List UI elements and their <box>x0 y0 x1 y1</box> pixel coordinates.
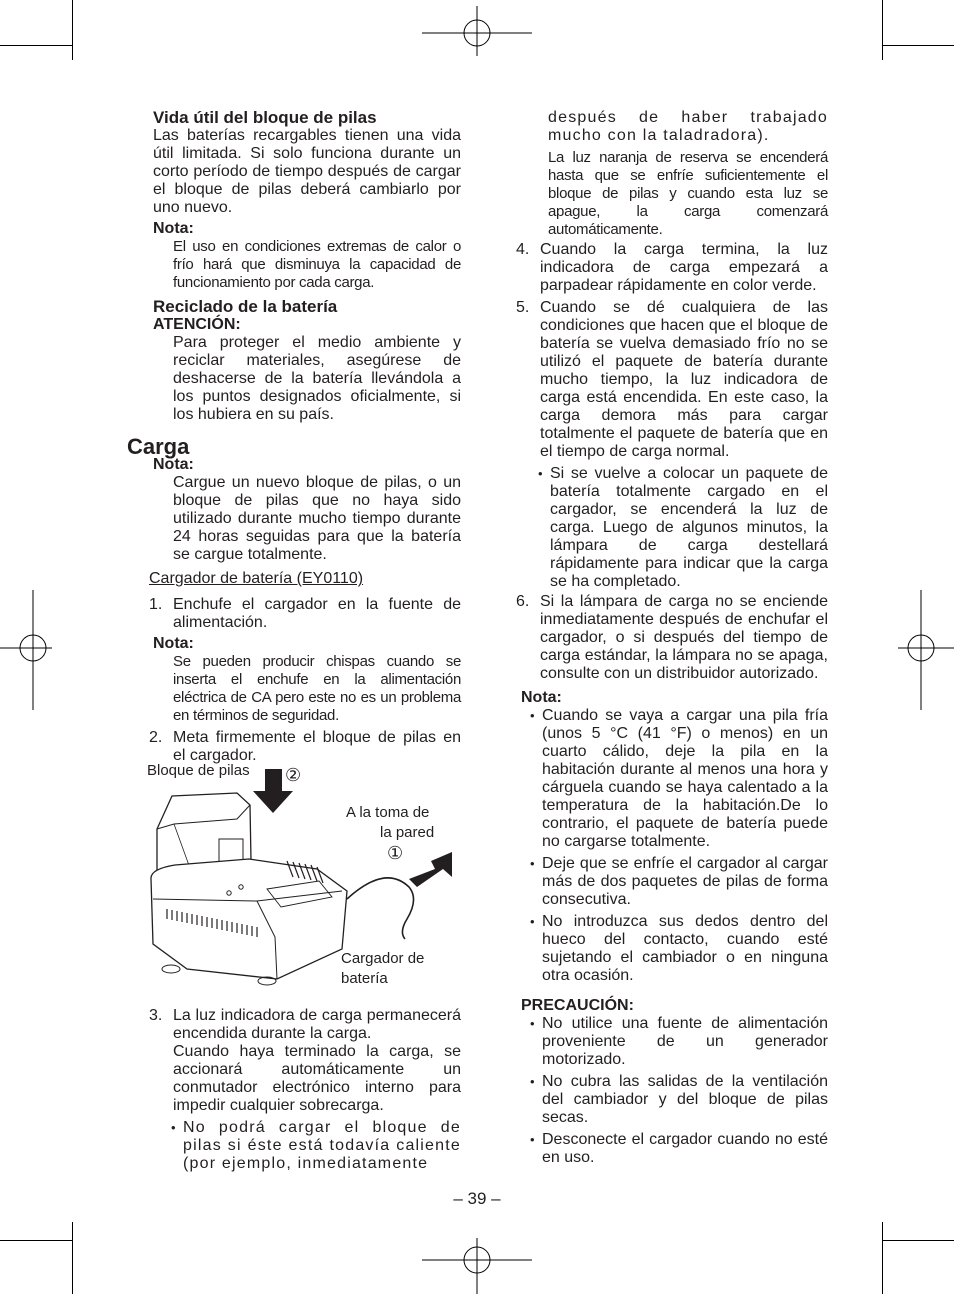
bullet-item: • Deje que se enfríe el cargador al cargar más de dos paquetes de pilas de forma consecutiva. <box>530 855 828 909</box>
step-number: 3. <box>149 1007 163 1024</box>
precaucion-label: PRECAUCIÓN: <box>521 997 634 1014</box>
step-number: 5. <box>516 299 530 316</box>
nota-label: Nota: <box>521 689 562 706</box>
label-number-1: ① <box>387 843 404 863</box>
registration-mark-bottom <box>422 1238 532 1294</box>
step-text: Si la lámpara de carga no se enciende inmediatamente después de enchufar el cargador, o si después del tiempo de carga estándar, la lámpara no se apaga, consulte con un distribuidor autorizado. <box>540 593 828 682</box>
right-column <box>516 109 828 1167</box>
label-toma: A la toma de <box>346 804 430 821</box>
atencion-label: ATENCIÓN: <box>153 316 241 333</box>
section-heading-carga: Carga <box>127 434 190 459</box>
step-2 <box>149 729 461 765</box>
label-bateria: batería <box>341 970 388 987</box>
step-text: Cuando se dé cualquiera de las condiciones que hacen que el bloque de batería se vuelva demasiado frío no se utilizó el paquete de batería durante mucho tiempo, la luz indicadora de carga está encendida. En este caso, la carga demora más para cargar totalmente el paquete de batería que en el tiempo de carga normal. <box>540 299 828 460</box>
nota-label: Nota: <box>153 456 194 473</box>
crop-mark <box>882 1240 954 1241</box>
crop-mark <box>882 1222 883 1294</box>
step-number: 6. <box>516 593 530 610</box>
step-number: 2. <box>149 729 163 746</box>
step-text: Enchufe el cargador en la fuente de alimentación. <box>173 596 461 631</box>
step-3-text-cont: Cuando haya terminado la carga, se accionará automáticamente un conmutador electrónico interno para impedir cualquier sobrecarga. <box>173 1043 461 1114</box>
registration-mark-right <box>898 590 954 710</box>
registration-mark-left <box>0 590 52 710</box>
crop-mark <box>882 0 883 60</box>
nota-text: Cargue un nuevo bloque de pilas, o un bloque de pilas que no haya sido utilizado durante mucho tiempo durante 24 horas seguidas para que la batería se cargue totalmente. <box>173 474 461 563</box>
bullet-item: • Cuando se vaya a cargar una pila fría (unos 5 °C (41 °F) o menos) en un cuarto cálido, deje la pila en la habitación durante al menos una hora y cárguela cuando se haya calentado a la temperatura de la habitación.De lo contrario, el paquete de batería puede no cargarse totalmente. <box>530 707 828 851</box>
bullet-item: • No podrá cargar el bloque de pilas si éste está todavía caliente (por ejemplo, inmediatamente <box>171 1119 461 1173</box>
step-text: Meta firmemente el bloque de pilas en el cargador. <box>173 729 461 764</box>
crop-mark <box>0 45 72 46</box>
crop-mark <box>72 1222 73 1294</box>
page-number: – 39 – <box>453 1189 501 1208</box>
step-3 <box>149 1007 461 1043</box>
crop-mark <box>72 0 73 60</box>
nota-label: Nota: <box>153 635 194 652</box>
nota-label: Nota: <box>153 220 194 237</box>
bullet-continuation: después de haber trabajado mucho con la taladradora). <box>548 109 828 144</box>
label-bloque-de-pilas: Bloque de pilas <box>147 762 250 779</box>
cargador-model-heading: Cargador de batería (EY0110) <box>149 570 364 587</box>
bullet-item: • Desconecte el cargador cuando no esté en uso. <box>530 1131 828 1167</box>
bullet-item: • No cubra las salidas de la ventilación del cambiador y del bloque de pilas secas. <box>530 1073 828 1127</box>
step-number: 1. <box>149 596 163 613</box>
step-6 <box>516 593 828 683</box>
charger-illustration <box>147 762 461 1001</box>
section-title-reciclado: Reciclado de la batería <box>153 297 338 316</box>
label-pared: la pared <box>380 824 435 841</box>
step-text: Cuando la carga termina, la luz indicadora de carga empezará a parpadear rápidamente en color verde. <box>540 241 828 294</box>
crop-mark <box>0 1240 72 1241</box>
nota-text: Se pueden producir chispas cuando se inserta el enchufe en la alimentación eléctrica de CA pero este no es un problema en términos de seguridad. <box>173 653 461 724</box>
luz-naranja-paragraph: La luz naranja de reserva se encenderá hasta que se enfríe suficientemente el bloque de pilas y cuando esta luz se apague, la carga comenzará automáticamente. <box>548 149 828 238</box>
bullet-item: • No introduzca sus dedos dentro del hueco del contacto, cuando esté sujetando el cambiador o en ninguna otra ocasión. <box>530 913 828 985</box>
atencion-text: Para proteger el medio ambiente y reciclar materiales, asegúrese de deshacerse de la batería llevándola a los puntos designados oficialmente, si los hubiera en su país. <box>173 334 461 423</box>
step-1 <box>149 596 461 632</box>
nota-text: El uso en condiciones extremas de calor o frío hará que disminuya la capacidad de funcionamiento por cada carga. <box>173 238 461 291</box>
step-4 <box>516 241 828 295</box>
crop-mark <box>882 45 954 46</box>
label-number-2: ② <box>285 765 302 785</box>
registration-mark-top <box>422 6 532 56</box>
left-column <box>147 108 461 1173</box>
vida-util-paragraph: Las baterías recargables tienen una vida útil limitada. Si solo funciona durante un corto período de tiempo después de cargar el bloque de pilas deberá cambiarlo por uno nuevo. <box>153 127 461 216</box>
bullet-item: • No utilice una fuente de alimentación proveniente de un generador motorizado. <box>530 1015 828 1069</box>
bullet-item: • Si se vuelve a colocar un paquete de batería totalmente cargado en el cargador, se encenderá la luz de carga. Luego de algunos minutos, la lámpara de carga destellará rápidamente para indicar que la carga se ha completado. <box>538 465 828 591</box>
label-cargador: Cargador de <box>341 950 425 967</box>
section-title-vida-util: Vida útil del bloque de pilas <box>153 108 377 127</box>
step-5 <box>516 299 828 461</box>
step-text: La luz indicadora de carga permanecerá encendida durante la carga. <box>173 1007 461 1042</box>
step-number: 4. <box>516 241 530 258</box>
